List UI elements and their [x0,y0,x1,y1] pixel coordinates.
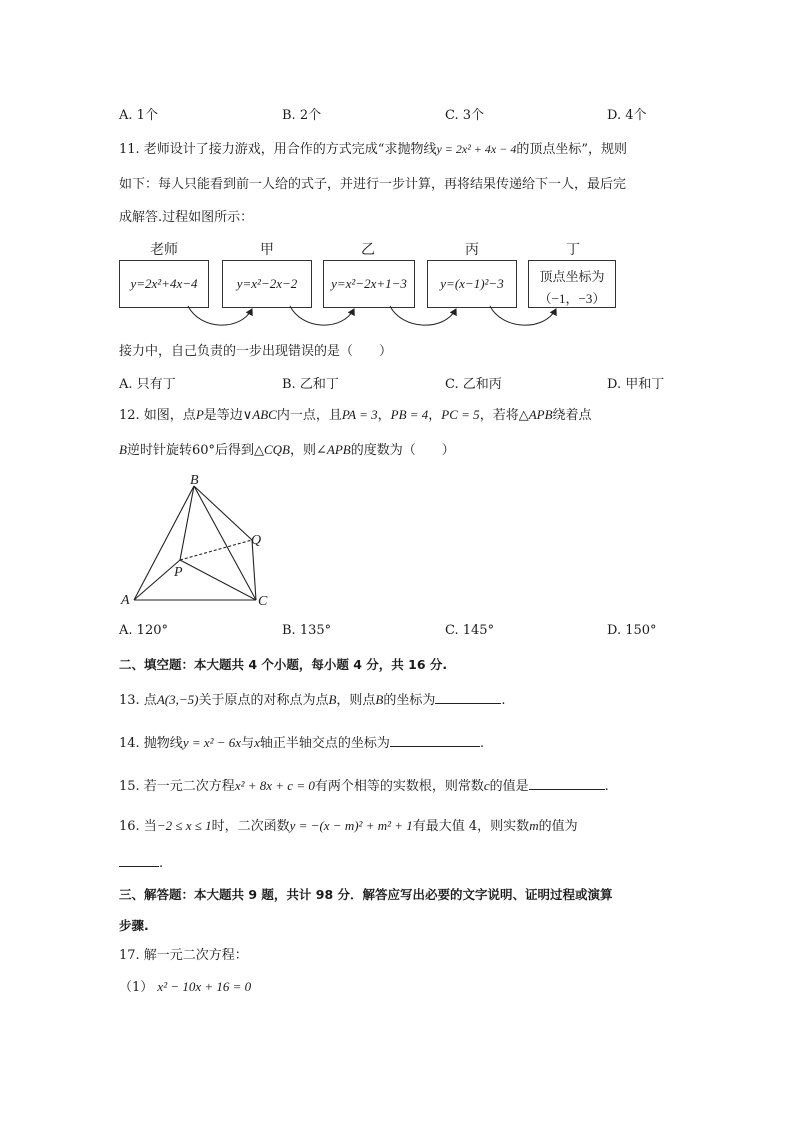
edge-bc [194,486,256,600]
q11-line2: 如下：每人只能看到前一人给的式子，并进行一步计算，再将结果传递给下一人，最后完 [119,177,627,192]
choice-b: B. 2个 [282,108,322,123]
arrow-2 [290,306,354,325]
q16-line1: 16. 当−2 ≤ x ≤ 1时，二次函数y = −(x − m)² + m² + 1有最大值 4，则实数m的值为 [119,818,578,834]
box-ding-line1: 顶点坐标为 [539,270,605,285]
choice-b: B. 135° [282,623,332,638]
answer-blank[interactable] [435,689,501,704]
choice-a: A. 只有丁 [119,377,176,392]
box-jia: y=x²−2x−2 [222,260,312,308]
relay-arrows [0,0,794,360]
choice-d: D. 150° [607,623,657,638]
label-b: B [190,473,199,488]
answer-blank[interactable] [529,775,605,790]
section-3-heading-line1: 三、解答题：本大题共 9 题，共计 98 分．解答应写出必要的文字说明、证明过程或演算 [119,887,613,902]
section-3-heading-line2: 步骤. [119,918,149,933]
edge-qc [252,540,256,600]
answer-blank[interactable] [119,852,159,867]
choice-c: C. 乙和丙 [445,377,502,392]
arrow-3 [390,306,456,325]
choice-c: C. 145° [445,623,495,638]
q17-title: 17. 解一元二次方程： [119,948,248,963]
choice-b: B. 乙和丁 [282,377,339,392]
arrow-1 [188,306,252,325]
edge-pb [180,486,194,560]
box-yi: y=x²−2x+1−3 [323,260,415,308]
q11-line1: 11. 老师设计了接力游戏，用合作的方式完成“求抛物线y = 2x² + 4x − 4的顶点坐标”，规则 [119,142,627,157]
choice-a: A. 1个 [119,108,158,123]
choice-a: A. 120° [119,623,168,638]
edge-ab [134,486,194,600]
section-2-heading: 二、填空题：本大题共 4 个小题，每小题 4 分，共 16 分. [119,657,448,672]
label-q: Q [251,533,262,548]
choice-d: D. 甲和丁 [607,377,665,392]
role-bing: 丙 [465,242,479,258]
q13: 13. 点A(3,−5)关于原点的对称点为点B，则点B的坐标为 . [119,689,506,711]
label-c: C [258,594,268,609]
box-ding-line2: （−1，−3） [538,291,606,306]
choice-d: D. 4个 [607,108,647,123]
choice-c: C. 3个 [445,108,485,123]
role-ding: 丁 [566,242,580,258]
q11-question: 接力中，自己负责的一步出现错误的是（ ） [119,344,393,359]
q12-line1: 12. 如图，点P是等边∨ABC内一点，且PA = 3，PB = 4，PC = 5，若将△APB绕着点 [119,407,592,423]
box-bing: y=(x−1)²−3 [427,260,517,308]
q17-part1: （1） x² − 10x + 16 = 0 [119,979,252,995]
label-p: P [174,565,183,580]
q16-line2: . [119,852,163,874]
role-teacher: 老师 [150,242,178,258]
q11-line3: 成解答.过程如图所示： [119,210,254,225]
box-teacher: y=2x²+4x−4 [119,260,209,308]
arrow-4 [490,306,556,325]
role-jia: 甲 [260,242,274,258]
answer-blank[interactable] [390,732,480,747]
edge-bq [194,486,252,540]
q12-figure [110,470,290,615]
q15: 15. 若一元二次方程x² + 8x + c = 0有两个相等的实数根，则常数c的值是 . [119,775,609,797]
role-yi: 乙 [361,242,375,258]
edge-pq [180,540,252,560]
label-a: A [121,593,130,608]
q12-line2: B逆时针旋转60°后得到△CQB，则∠APB的度数为（ ） [119,442,455,458]
q14: 14. 抛物线y = x² − 6x与x轴正半轴交点的坐标为 . [119,732,484,754]
